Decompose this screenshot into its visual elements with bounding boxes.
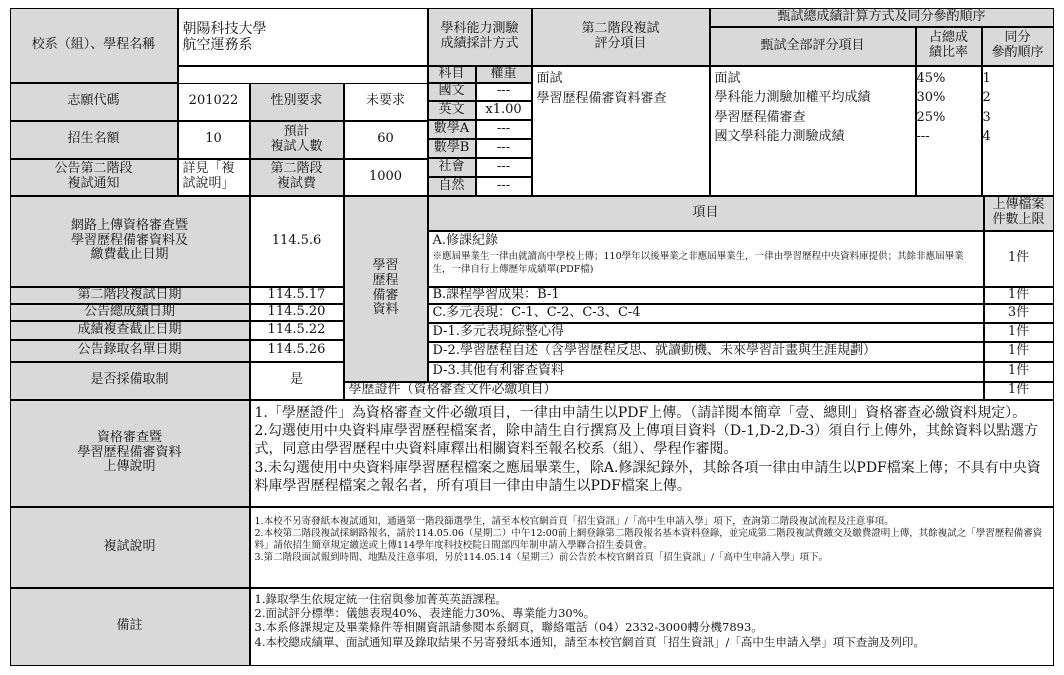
- score-item-name: 面試: [714, 70, 741, 86]
- admit-date-label: 公告錄取名單日期: [10, 340, 250, 362]
- score-item-order: 1: [982, 70, 991, 86]
- test-notes-label: 複試說明: [10, 507, 250, 588]
- portfolio-item-count: 3件: [984, 304, 1054, 323]
- gender-value: 未要求: [344, 83, 428, 121]
- quota-label: 招生名額: [10, 121, 178, 159]
- remarks-body: [250, 588, 1054, 666]
- cert-count: 1件: [984, 382, 1054, 400]
- review-date-value: 114.5.22: [250, 321, 344, 340]
- score-item-order: 4: [982, 129, 991, 144]
- score-item-ratio: 25%: [916, 109, 946, 125]
- code-value: 201022: [178, 83, 250, 121]
- expected-value: 60: [344, 121, 428, 159]
- test-notes-body: [250, 507, 1054, 588]
- review-note: 1.「學歷證件」為資格審查文件必繳項目，一律由申請生以PDF上傳。（請詳閱本簡章「壹、總則」資格審查必繳資料規定）。: [254, 404, 1027, 421]
- priority-label: 同分 參酌順序: [982, 27, 1054, 66]
- backup-label: 是否採備取制: [10, 362, 250, 400]
- subject-name: 自然: [428, 177, 476, 196]
- score-item-ratio: 30%: [916, 90, 946, 105]
- school-dept-label: 校系（組）、學程名稱: [10, 8, 178, 83]
- score-item-name: 學習歷程備審查: [714, 109, 806, 125]
- portfolio-item-count: 1件: [984, 231, 1054, 287]
- subject-header: 科目: [428, 66, 476, 83]
- code-label: 志願代碼: [10, 83, 178, 121]
- test-note: 2.本校第二階段複試採網路報名，請於114.05.06（星期二）中午12:00前上網登錄第二階段報名基本資料登錄，並完成第二階段複試費繳交及繳費證明上傳，其餘複試之「學習歷程備審資料」請依招生簡章規定繳送或上傳114學年度科技校院日間部四年制申請入學聯合招生委員會。: [254, 527, 1043, 551]
- subject-weight: ---: [476, 158, 532, 177]
- portfolio-side-label: 學習 歷程 備審 資料: [344, 196, 428, 382]
- subject-weight: ---: [476, 83, 532, 101]
- stage2-date-label: 第二階段複試日期: [10, 287, 250, 304]
- stage2-date-value: 114.5.17: [250, 287, 344, 304]
- subject-name: 國文: [428, 83, 476, 101]
- portfolio-item-title: B.課程學習成果：B-1: [428, 287, 984, 304]
- backup-value: 是: [250, 362, 344, 400]
- portfolio-item-title: C.多元表現：C-1、C-2、C-3、C-4: [428, 304, 984, 323]
- review-note: 3.未勾選使用中央資料庫學習歷程檔案之應屆畢業生，除A.修課紀錄外，其餘各項一律由申請生以PDF檔案上傳；不具有中央資料庫學習歷程檔案之報名者，所有項目一律由申請生以PDF檔案上傳。: [254, 459, 1041, 495]
- announce-date-label: 公告總成績日期: [10, 304, 250, 321]
- stage2-item: 學習歷程備審資料審查: [536, 91, 667, 107]
- subject-weight: ---: [476, 177, 532, 196]
- portfolio-item-count: 1件: [984, 362, 1054, 382]
- portfolio-item-count: 1件: [984, 323, 1054, 342]
- score-item-ratio: ---: [916, 129, 930, 144]
- score-item-ratio: 45%: [916, 70, 946, 86]
- score-item-order: 2: [982, 90, 991, 105]
- subject-name: 英文: [428, 101, 476, 120]
- test-note: 1.本校不另寄發紙本複試通知，通過第一階段篩選學生，請至本校官網首頁「招生資訊」/「高中生申請入學」項下，查詢第二階段複試流程及注意事項。: [254, 515, 894, 527]
- admit-date-value: 114.5.26: [250, 340, 344, 362]
- total-score-title: 甄試總成績計算方式及同分參酌順序: [710, 8, 1054, 27]
- portfolio-item-header: 項目: [428, 196, 984, 231]
- portfolio-item-count: 1件: [984, 342, 1054, 362]
- subject-weight: ---: [476, 139, 532, 158]
- portfolio-item-count: 1件: [984, 287, 1054, 304]
- notice-label: 公告第二階段 複試通知: [10, 159, 178, 196]
- score-items: [710, 66, 916, 196]
- stage2-item: 面試: [536, 70, 563, 86]
- subject-name: 數學B: [428, 139, 476, 158]
- review-date-label: 成績複查截止日期: [10, 321, 250, 340]
- score-item-name: 國文學科能力測驗成績: [714, 129, 845, 144]
- school-name: 朝陽科技大學: [182, 20, 267, 37]
- remark: 2.面試評分標準：儀態表現40%、表達能力30%、專業能力30%。: [254, 605, 596, 620]
- quota-value: 10: [178, 121, 250, 159]
- blank-cell: [178, 66, 428, 83]
- remark: 4.本校總成績單、面試通知單及錄取結果不另寄發紙本通知，請至本校官網首頁「招生資訊」/「高中生申請入學」項下查詢及列印。: [254, 634, 925, 649]
- portfolio-item-a: [428, 231, 984, 287]
- score-item-name: 學科能力測驗加權平均成績: [714, 90, 871, 105]
- cert-label: 學歷證件（資格審查文件必繳項目）: [344, 382, 984, 400]
- remarks-label: 備註: [10, 588, 250, 666]
- upload-deadline-value: 114.5.6: [250, 196, 344, 287]
- stage2-title: 第二階段複試 評分項目: [532, 8, 710, 66]
- gender-label: 性別要求: [250, 83, 344, 121]
- review-notes-body: [250, 400, 1054, 507]
- remark: 1.錄取學生依規定統一住宿與參加菁英英語課程。: [254, 591, 507, 606]
- score-orders: [982, 66, 1054, 196]
- weight-header: 權重: [476, 66, 532, 83]
- portfolio-count-header: 上傳檔案 件數上限: [984, 196, 1054, 231]
- ratio-label: 占總成 績比率: [916, 27, 982, 66]
- upload-deadline-label: 網路上傳資格審查暨 學習歷程備審資料及 繳費截止日期: [10, 196, 250, 287]
- remark: 3.本系修課規定及畢業條件等相關資訊請參閱本系網頁，聯絡電話（04）2332-3000轉分機7893。: [254, 620, 763, 635]
- expected-label: 預計 複試人數: [250, 121, 344, 159]
- portfolio-item-note: ※應屆畢業生一律由就讀高中學校上傳；110學年以後畢業之非應屆畢業生，一律由學習歷程中央資料庫提供；其餘非應屆畢業生，一律自行上傳歷年成績單(PDF檔): [432, 251, 964, 275]
- portfolio-item-title: D-2.學習歷程自述（含學習歷程反思、就讀動機、未來學習計畫與生涯規劃）: [428, 342, 984, 362]
- announce-date-value: 114.5.20: [250, 304, 344, 321]
- fee-value: 1000: [344, 159, 428, 196]
- dept-name: 航空運務系: [182, 36, 253, 53]
- test-note: 3.第二階段面試報到時間、地點及注意事項，另於114.05.14（星期三）前公告於本校官網首頁「招生資訊」/「高中生申請入學」項下。: [254, 551, 829, 563]
- subject-weight: ---: [476, 120, 532, 139]
- subject-name: 社會: [428, 158, 476, 177]
- notice-value: 詳見「複 試說明」: [178, 159, 250, 196]
- subject-weight: x1.00: [476, 101, 532, 120]
- portfolio-item-title: A.修課紀錄: [432, 232, 499, 248]
- review-notes-label: 資格審查暨 學習歷程備審資料 上傳說明: [10, 400, 250, 507]
- subject-name: 數學A: [428, 120, 476, 139]
- fee-label: 第二階段 複試費: [250, 159, 344, 196]
- portfolio-item-title: D-3.其他有利審查資料: [428, 362, 984, 382]
- stage2-items: [532, 66, 710, 196]
- school-dept-value: [178, 8, 428, 66]
- score-item-order: 3: [982, 109, 991, 125]
- all-items-label: 甄試全部評分項目: [710, 27, 916, 66]
- ability-test-title: 學科能力測驗 成績採計方式: [428, 8, 532, 66]
- score-ratios: [916, 66, 982, 196]
- portfolio-item-title: D-1.多元表現綜整心得: [428, 323, 984, 342]
- review-note: 2.勾選使用中央資料庫學習歷程檔案者，除申請生自行撰寫及上傳項目資料（D-1,D-2,D-3）須自行上傳外，其餘資料以點選方式，同意由學習歷程中央資料庫釋出相關資料至報名校系（組）、學程作審閱。: [254, 422, 1039, 458]
